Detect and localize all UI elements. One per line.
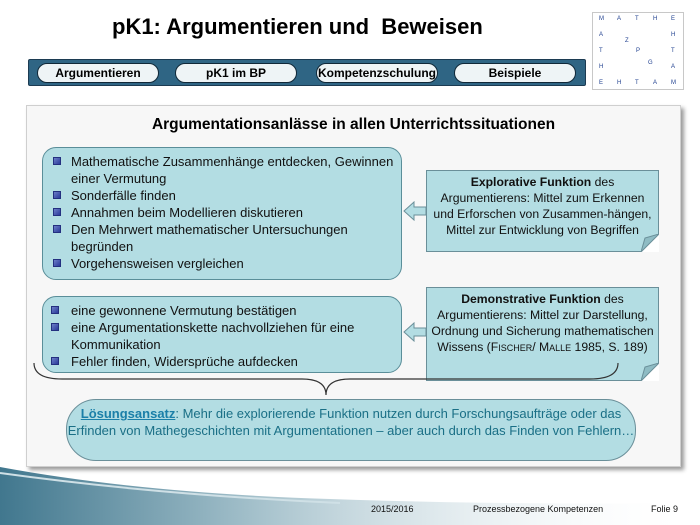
solution-approach-box <box>66 399 636 461</box>
slide-number: Folie 9 <box>651 504 679 514</box>
square-bullet-icon <box>53 157 61 165</box>
nav-button-beispiele[interactable]: Beispiele <box>454 63 576 83</box>
logo-letter: M <box>671 80 676 86</box>
logo-letter: Z <box>625 38 629 44</box>
arrow-left-icon <box>403 322 427 342</box>
square-bullet-icon <box>53 259 61 267</box>
square-bullet-icon <box>53 225 61 233</box>
square-bullet-icon <box>53 191 61 199</box>
explorative-list <box>43 153 401 272</box>
square-bullet-icon <box>51 323 59 331</box>
logo-letter: P <box>636 48 641 54</box>
nav-button-kompetenzschulung[interactable]: Kompetenzschulung <box>316 63 438 83</box>
note-title: Demonstrative Funktion <box>461 292 601 306</box>
footer-wave-decoration <box>0 465 700 525</box>
list-item: Sonderfälle finden <box>43 187 401 204</box>
curly-brace-icon <box>32 361 620 397</box>
explorative-examples-box <box>42 147 402 280</box>
footer-topic: Prozessbezogene Kompetenzen <box>473 504 604 514</box>
note-title: Explorative Funktion <box>470 175 592 189</box>
list-item: Annahmen beim Modellieren diskutieren <box>43 204 401 221</box>
list-item: eine Argumentationskette nachvollziehen für eine Kommunikation <box>43 319 401 353</box>
page-title: pK1: Argumentieren und Beweisen <box>112 14 483 39</box>
note-text: des Argumentierens: Mittel zur Darstellung, Ordnung und Sicherung mathematischen Wissens ( <box>431 292 654 354</box>
citation-author: Fischer <box>490 340 533 354</box>
citation-source: 1985, S. 189) <box>571 340 648 354</box>
logo-letter: M <box>599 16 604 22</box>
logo-letter: H <box>671 32 676 38</box>
logo-letter: T <box>635 16 639 22</box>
citation-separator: / <box>532 340 539 354</box>
arrow-left-icon <box>403 201 427 221</box>
list-item: Fehler finden, Widersprüche aufdecken <box>43 353 401 370</box>
nav-button-argumentieren[interactable]: Argumentieren <box>37 63 159 83</box>
folded-corner-icon <box>641 363 659 381</box>
explorative-function-note <box>426 170 659 252</box>
logo-letter: A <box>599 32 604 38</box>
demonstrative-list <box>43 302 401 370</box>
mathe-logo <box>592 12 684 90</box>
logo-letter: A <box>671 64 676 70</box>
nav-bar <box>28 59 586 86</box>
square-bullet-icon <box>53 208 61 216</box>
nav-button-pk1-im-bp[interactable]: pK1 im BP <box>175 63 297 83</box>
logo-letter: H <box>653 16 658 22</box>
note-text: des Argumentierens: Mittel zum Erkennen und Erforschen von Zusammen-hängen, Mittel zur Entwicklung von Begriffen <box>433 175 652 237</box>
logo-letter: H <box>599 64 604 70</box>
list-item: eine gewonnene Vermutung bestätigen <box>43 302 401 319</box>
logo-letter: E <box>599 80 604 86</box>
list-item: Den Mehrwert mathematischer Untersuchungen begründen <box>43 221 401 255</box>
footer-year: 2015/2016 <box>371 504 414 514</box>
folded-corner-icon <box>641 234 659 252</box>
list-item: Vorgehensweisen vergleichen <box>43 255 401 272</box>
logo-letter: A <box>617 16 622 22</box>
logo-letter: A <box>653 80 658 86</box>
citation-author: Malle <box>538 340 572 354</box>
logo-letter: T <box>599 48 603 54</box>
logo-letter: E <box>671 16 676 22</box>
logo-letter: G <box>648 60 653 66</box>
list-item: Mathematische Zusammenhänge entdecken, Gewinnen einer Vermutung <box>43 153 401 187</box>
solution-title: Lösungsansatz <box>80 406 176 421</box>
logo-letter: H <box>617 80 622 86</box>
solution-text: : Mehr die explorierende Funktion nutzen durch Forschungsaufträge oder das Erfinden von Mathegeschichten mit Argumentationen – aber auch durch das Finden von Fehlern… <box>67 406 635 438</box>
square-bullet-icon <box>51 306 59 314</box>
content-heading: Argumentationsanlässe in allen Unterrichtssituationen <box>151 116 556 133</box>
logo-letter: T <box>671 48 675 54</box>
logo-letter: T <box>635 80 639 86</box>
